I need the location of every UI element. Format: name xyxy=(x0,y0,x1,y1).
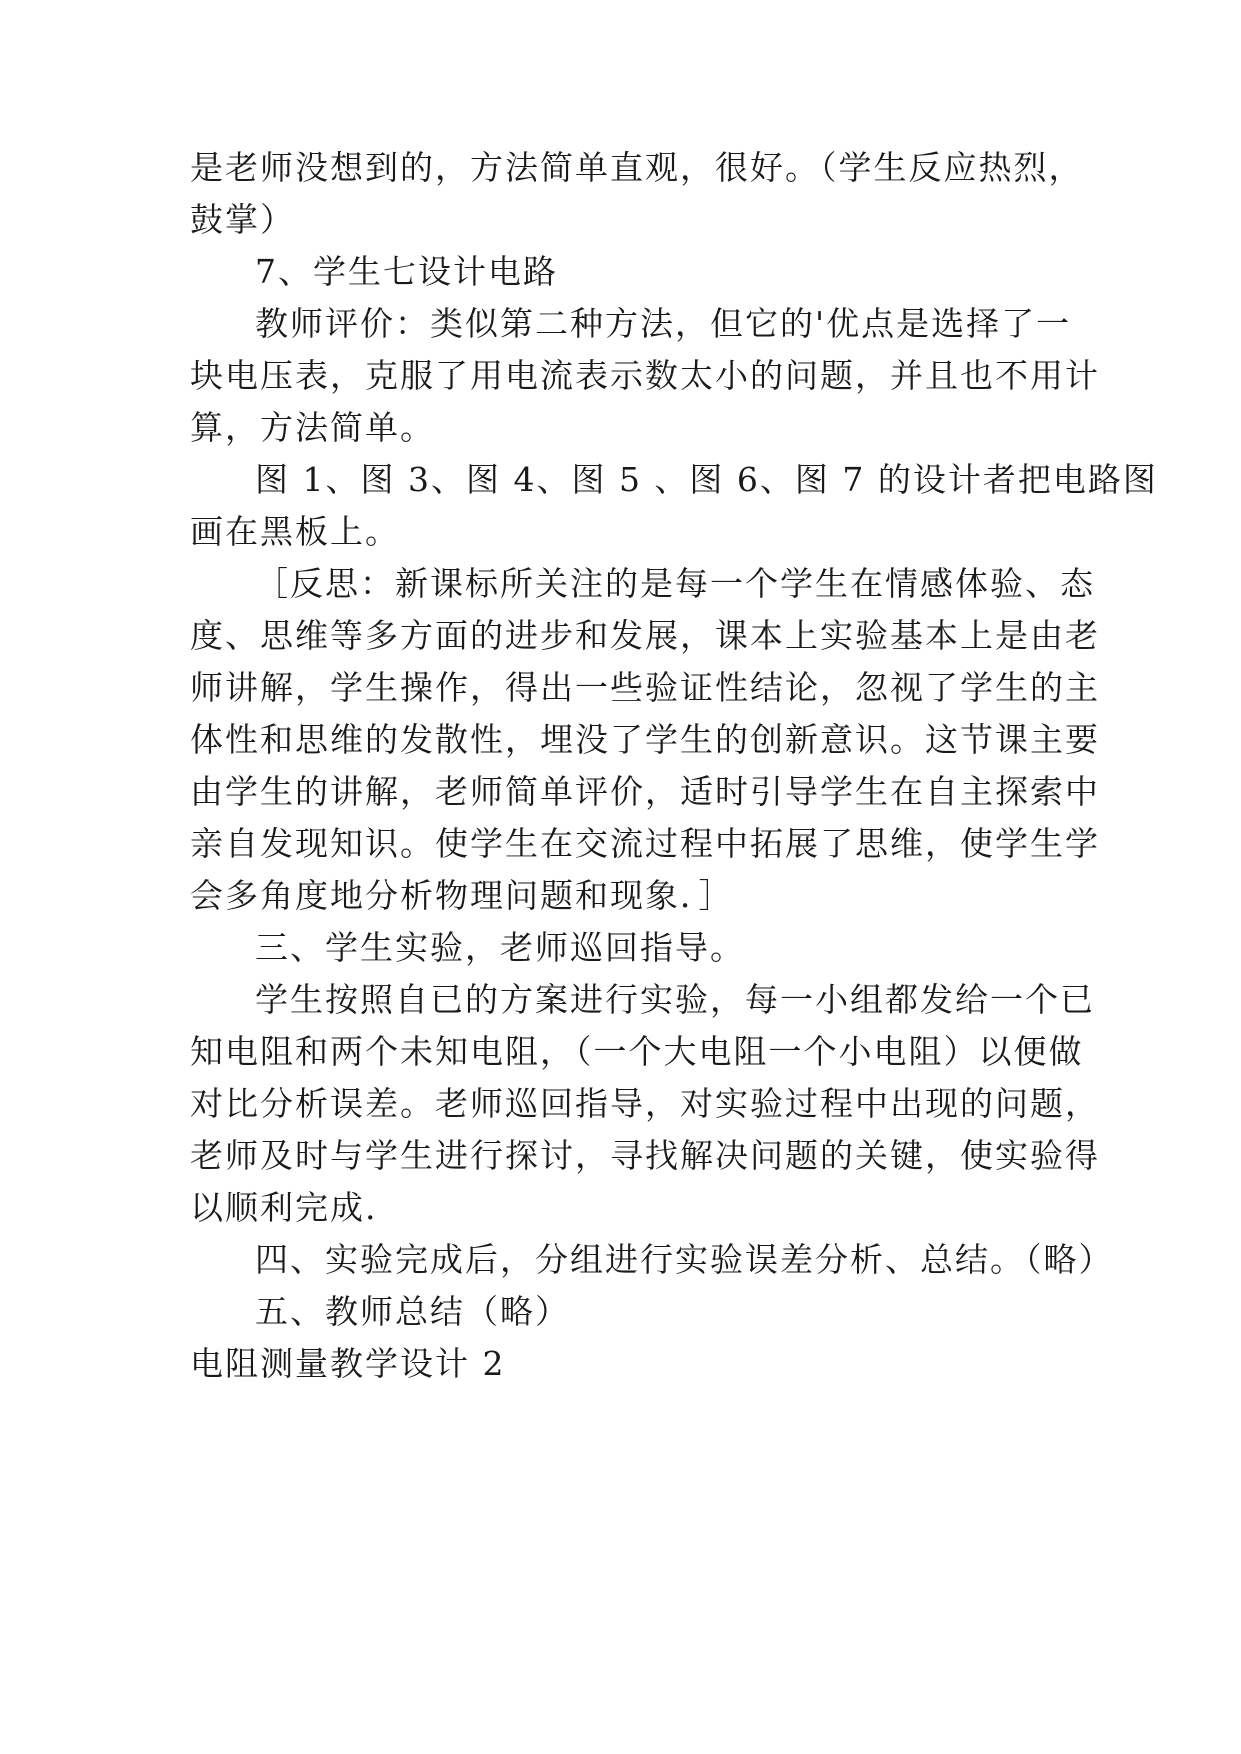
text-line: 是老师没想到的，方法简单直观，很好。（学生反应热烈， xyxy=(190,148,1084,187)
text-line: 亲自发现知识。使学生在交流过程中拓展了思维，使学生学 xyxy=(190,824,1100,863)
text-line: 教师评价：类似第二种方法，但它的'优点是选择了一 xyxy=(255,304,1072,343)
text-line: 度、思维等多方面的进步和发展，课本上实验基本上是由老 xyxy=(190,616,1100,655)
text-line: 知电阻和两个未知电阻，（一个大电阻一个小电阻）以便做 xyxy=(190,1032,1084,1071)
text-line: 鼓掌） xyxy=(190,200,295,239)
text-line: 三、学生实验，老师巡回指导。 xyxy=(255,928,745,967)
text-line: ［反思：新课标所关注的是每一个学生在情感体验、态 xyxy=(255,564,1095,603)
text-line: 7、学生七设计电路 xyxy=(255,252,558,291)
text-line: 老师及时与学生进行探讨，寻找解决问题的关键，使实验得 xyxy=(190,1136,1100,1175)
text-line: 师讲解，学生操作，得出一些验证性结论，忽视了学生的主 xyxy=(190,668,1100,707)
text-line: 四、实验完成后，分组进行实验误差分析、总结。（略） xyxy=(255,1240,1114,1279)
section-heading: 电阻测量教学设计 2 xyxy=(190,1344,506,1383)
text-line: 块电压表，克服了用电流表示数太小的问题，并且也不用计 xyxy=(190,356,1100,395)
text-line: 以顺利完成. xyxy=(190,1188,378,1227)
text-line: 体性和思维的发散性，埋没了学生的创新意识。这节课主要 xyxy=(190,720,1100,759)
text-line: 由学生的讲解，老师简单评价，适时引导学生在自主探索中 xyxy=(190,772,1100,811)
text-line: 会多角度地分析物理问题和现象．］ xyxy=(190,876,734,915)
text-line: 对比分析误差。老师巡回指导，对实验过程中出现的问题， xyxy=(190,1084,1100,1123)
text-line: 五、教师总结（略） xyxy=(255,1292,570,1331)
text-line: 图 1、图 3、图 4、图 5 、图 6、图 7 的设计者把电路图 xyxy=(255,460,1158,499)
text-line: 算，方法简单。 xyxy=(190,408,435,447)
text-line: 画在黑板上。 xyxy=(190,512,400,551)
text-line: 学生按照自已的方案进行实验，每一小组都发给一个已 xyxy=(255,980,1095,1019)
